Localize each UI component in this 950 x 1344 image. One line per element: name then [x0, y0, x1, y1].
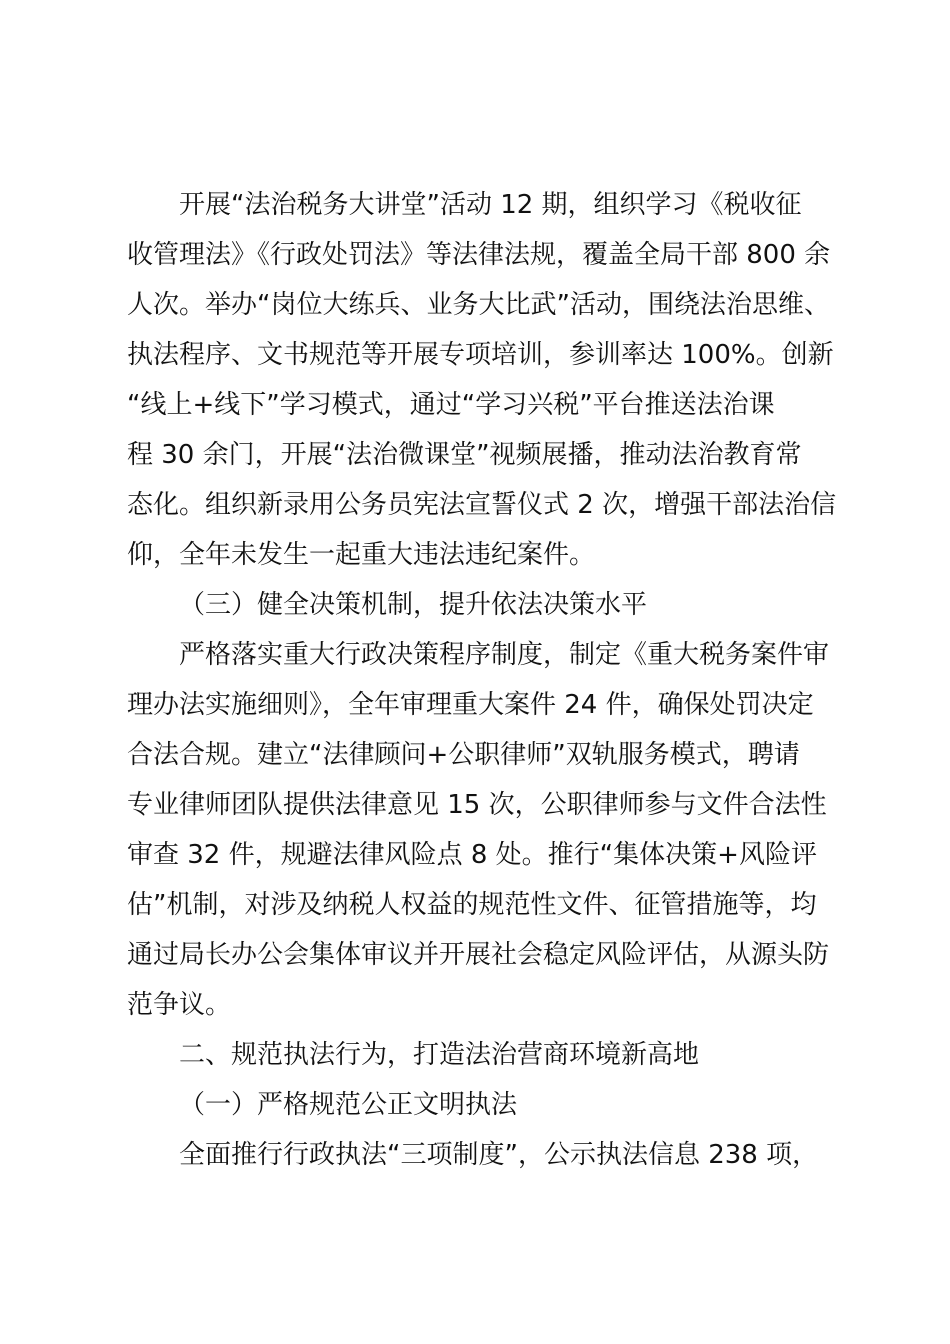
- paragraph-line: 收管理法》《行政处罚法》等法律法规，覆盖全局干部 800 余: [127, 240, 831, 270]
- section-heading: （一）严格规范公正文明执法: [179, 1090, 518, 1120]
- paragraph-line: 严格落实重大行政决策程序制度，制定《重大税务案件审: [179, 640, 830, 670]
- paragraph-line: 人次。举办“岗位大练兵、业务大比武”活动，围绕法治思维、: [127, 290, 830, 320]
- paragraph-line: 合法合规。建立“法律顾问+公职律师”双轨服务模式，聘请: [127, 740, 800, 770]
- paragraph-line: 估”机制，对涉及纳税人权益的规范性文件、征管措施等，均: [127, 890, 817, 920]
- paragraph-line: 专业律师团队提供法律意见 15 次，公职律师参与文件合法性: [127, 790, 827, 820]
- paragraph-line: 理办法实施细则》，全年审理重大案件 24 件，确保处罚决定: [127, 690, 814, 720]
- section-heading: （三）健全决策机制，提升依法决策水平: [179, 590, 648, 620]
- chapter-heading: 二、规范执法行为，打造法治营商环境新高地: [179, 1040, 700, 1070]
- paragraph-line: 全面推行行政执法“三项制度”，公示执法信息 238 项，: [179, 1140, 819, 1170]
- paragraph-line: “线上+线下”学习模式，通过“学习兴税”平台推送法治课: [127, 390, 775, 420]
- paragraph-line: 范争议。: [127, 990, 232, 1020]
- paragraph-line: 通过局长办公会集体审议并开展社会稳定风险评估，从源头防: [127, 940, 830, 970]
- paragraph-line: 开展“法治税务大讲堂”活动 12 期，组织学习《税收征: [179, 190, 802, 220]
- paragraph-line: 程 30 余门，开展“法治微课堂”视频展播，推动法治教育常: [127, 440, 802, 470]
- paragraph-line: 态化。组织新录用公务员宪法宣誓仪式 2 次，增强干部法治信: [127, 490, 837, 520]
- paragraph-line: 执法程序、文书规范等开展专项培训，参训率达 100%。创新: [127, 340, 834, 370]
- paragraph-line: 审查 32 件，规避法律风险点 8 处。推行“集体决策+风险评: [127, 840, 817, 870]
- paragraph-line: 仰，全年未发生一起重大违法违纪案件。: [127, 540, 596, 570]
